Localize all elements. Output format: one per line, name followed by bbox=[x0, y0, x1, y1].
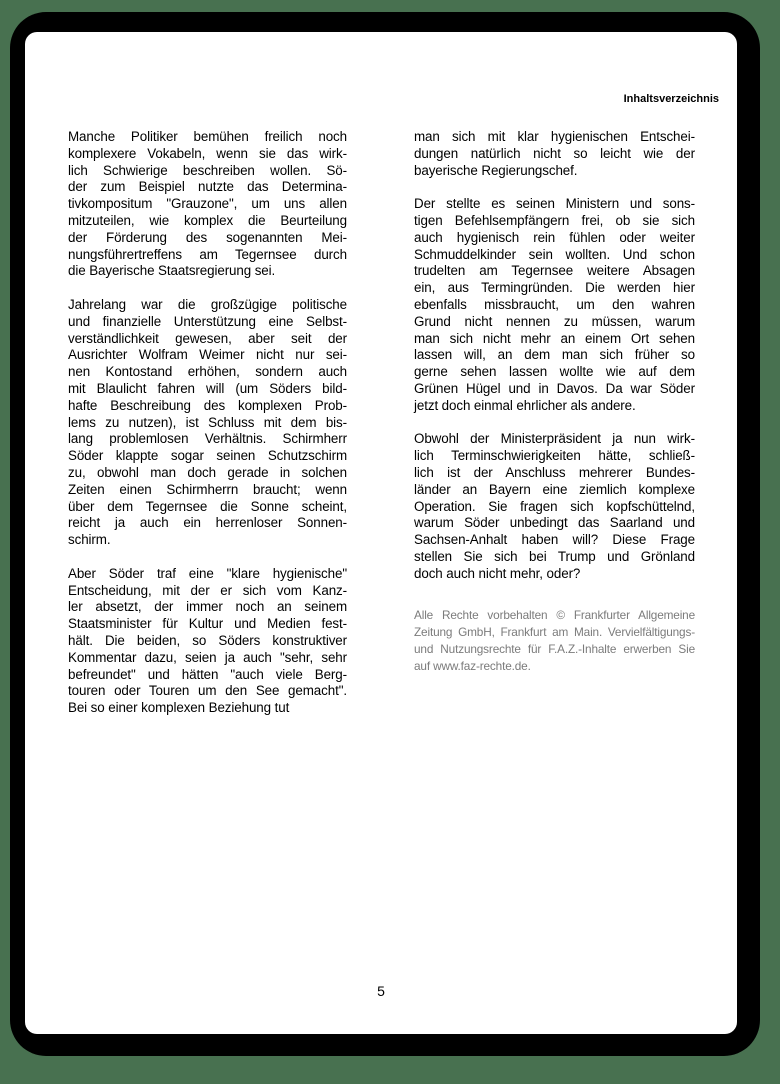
text-line: bayerische Regierungschef. bbox=[414, 162, 578, 178]
paragraph bbox=[414, 196, 695, 414]
text-line: komplexere Vokabeln, wenn sie das wirk- bbox=[68, 145, 347, 161]
paragraph bbox=[68, 129, 347, 280]
text-line: der Förderung des sogenannten Mei- bbox=[68, 229, 347, 245]
text-line: lassen will, an dem man sich früher so bbox=[414, 347, 695, 363]
text-column-right-paragraphs bbox=[414, 129, 695, 583]
text-line: lich ist der Anschluss mehrerer Bundes- bbox=[414, 464, 695, 480]
text-line: mitzuteilen, wie komplex die Beurteilung bbox=[68, 212, 347, 228]
text-line: Kommentar dazu, seien ja auch "sehr, sehr bbox=[68, 649, 347, 665]
paragraph bbox=[68, 297, 347, 549]
text-line: touren oder Touren um den See gemacht". bbox=[68, 683, 347, 699]
text-line: die Bayerische Staatsregierung sei. bbox=[68, 263, 276, 279]
text-line: doch auch nicht mehr, oder? bbox=[414, 565, 581, 581]
text-line: lems zu nutzen), ist Schluss mit dem bis- bbox=[68, 414, 347, 430]
text-line: über dem Tegernsee die Sonne scheint, bbox=[68, 498, 347, 514]
text-line: Ausrichter Wolfram Weimer nicht nur sei- bbox=[68, 347, 347, 363]
text-line: tigen Befehlsempfängern frei, ob sie sich bbox=[414, 212, 695, 228]
text-line: Jahrelang war die großzügige politische bbox=[68, 296, 347, 312]
text-line: Zeitung GmbH, Frankfurt am Main. Vervielfältigungs- bbox=[414, 624, 695, 639]
document-page bbox=[25, 32, 737, 1034]
text-line: hafte Beschreibung des komplexen Prob- bbox=[68, 397, 347, 413]
text-line: stellen Sie sich bei Trump und Grönland bbox=[414, 548, 695, 564]
text-line: Sachsen-Anhalt haben will? Diese Frage bbox=[414, 532, 695, 548]
text-line: Alle Rechte vorbehalten © Frankfurter Allgemeine bbox=[414, 607, 695, 622]
text-line: Aber Söder traf eine "klare hygienische" bbox=[68, 565, 347, 581]
text-line: reicht ja auch ein herrenloser Sonnen- bbox=[68, 515, 347, 531]
text-line: ler absetzt, der immer noch an seinem bbox=[68, 599, 347, 615]
text-line: warum Söder unbedingt das Saarland und bbox=[414, 515, 695, 531]
text-line: gerne sehen lassen wollte wie auf dem bbox=[414, 364, 695, 380]
text-line: Zeiten einen Schirmherrn braucht; wenn bbox=[68, 481, 347, 497]
text-line: zu, obwohl man doch gerade in solchen bbox=[68, 464, 347, 480]
text-line: Entscheidung, mit der er sich vom Kanz- bbox=[68, 582, 347, 598]
text-line: Grünen Hügel und in Davos. Da war Söder bbox=[414, 380, 695, 396]
text-line: Schmuddelkinder sein wollten. Und schon bbox=[414, 246, 695, 262]
text-line: jetzt doch einmal ehrlicher als andere. bbox=[414, 397, 636, 413]
text-column-right bbox=[414, 129, 695, 675]
text-line: und finanzielle Unterstützung eine Selbst- bbox=[68, 313, 347, 329]
text-line: Operation. Sie fragen sich kopfschüttelnd, bbox=[414, 498, 695, 514]
copyright-notice bbox=[414, 607, 695, 675]
text-line: ein, aus Termingründen. Die werden hier bbox=[414, 280, 695, 296]
text-line: Staatsminister für Kultur und Medien fest- bbox=[68, 616, 347, 632]
text-line: Der stellte es seinen Ministern und sons- bbox=[414, 196, 695, 212]
paragraph bbox=[414, 431, 695, 582]
page-number: 5 bbox=[377, 983, 385, 999]
text-line: man sich mit klar hygienischen Entschei- bbox=[414, 129, 695, 144]
text-line: länder an Bayern eine ziemlich komplexe bbox=[414, 481, 695, 497]
text-line: man sich nicht mehr an einem Ort sehen bbox=[414, 330, 695, 346]
text-line: und Nutzungsrechte für F.A.Z.-Inhalte erwerben Sie bbox=[414, 641, 695, 656]
text-line: verständlichkeit gewesen, aber seit der bbox=[68, 330, 347, 346]
text-line: lang problemlosen Verhältnis. Schirmherr bbox=[68, 431, 347, 447]
page-frame bbox=[10, 12, 760, 1056]
text-line: Manche Politiker bemühen freilich noch bbox=[68, 129, 347, 144]
text-line: lich Schwierige beschreiben wollen. Sö- bbox=[68, 162, 347, 178]
text-line: tivkompositum "Grauzone", um uns allen bbox=[68, 196, 347, 212]
text-line: dungen natürlich nicht so leicht wie der bbox=[414, 145, 695, 161]
text-line: nen Kontostand erhöhen, sondern auch bbox=[68, 364, 347, 380]
text-line: ebenfalls missbraucht, um den wahren bbox=[414, 296, 695, 312]
text-line: auch hygienisch rein fühlen oder weiter bbox=[414, 229, 695, 245]
text-line: auf www.faz-rechte.de. bbox=[414, 658, 531, 673]
text-line: Bei so einer komplexen Beziehung tut bbox=[68, 700, 290, 716]
text-line: schirm. bbox=[68, 532, 111, 548]
text-line: nungsführertreffens am Tegernsee durch bbox=[68, 246, 347, 262]
text-column-left bbox=[68, 129, 347, 717]
text-line: Obwohl der Ministerpräsident ja nun wirk- bbox=[414, 431, 695, 447]
text-line: lich Terminschwierigkeiten hätte, schließ- bbox=[414, 448, 695, 464]
text-line: Grund nicht nennen zu müssen, warum bbox=[414, 313, 695, 329]
text-line: trudelten am Tegernsee weitere Absagen bbox=[414, 263, 695, 279]
text-line: befreundet" und hätten "auch viele Berg- bbox=[68, 666, 347, 682]
text-line: der zum Beispiel nutzte das Determina- bbox=[68, 179, 347, 195]
text-line: mit Blaulicht fahren will (um Söders bild- bbox=[68, 380, 347, 396]
text-line: Söder klappte sogar seinen Schutzschirm bbox=[68, 448, 347, 464]
page-header-label: Inhaltsverzeichnis bbox=[623, 93, 719, 105]
paragraph bbox=[68, 566, 347, 717]
text-line: hält. Die beiden, so Söders konstruktiver bbox=[68, 632, 347, 648]
paragraph bbox=[414, 129, 695, 179]
